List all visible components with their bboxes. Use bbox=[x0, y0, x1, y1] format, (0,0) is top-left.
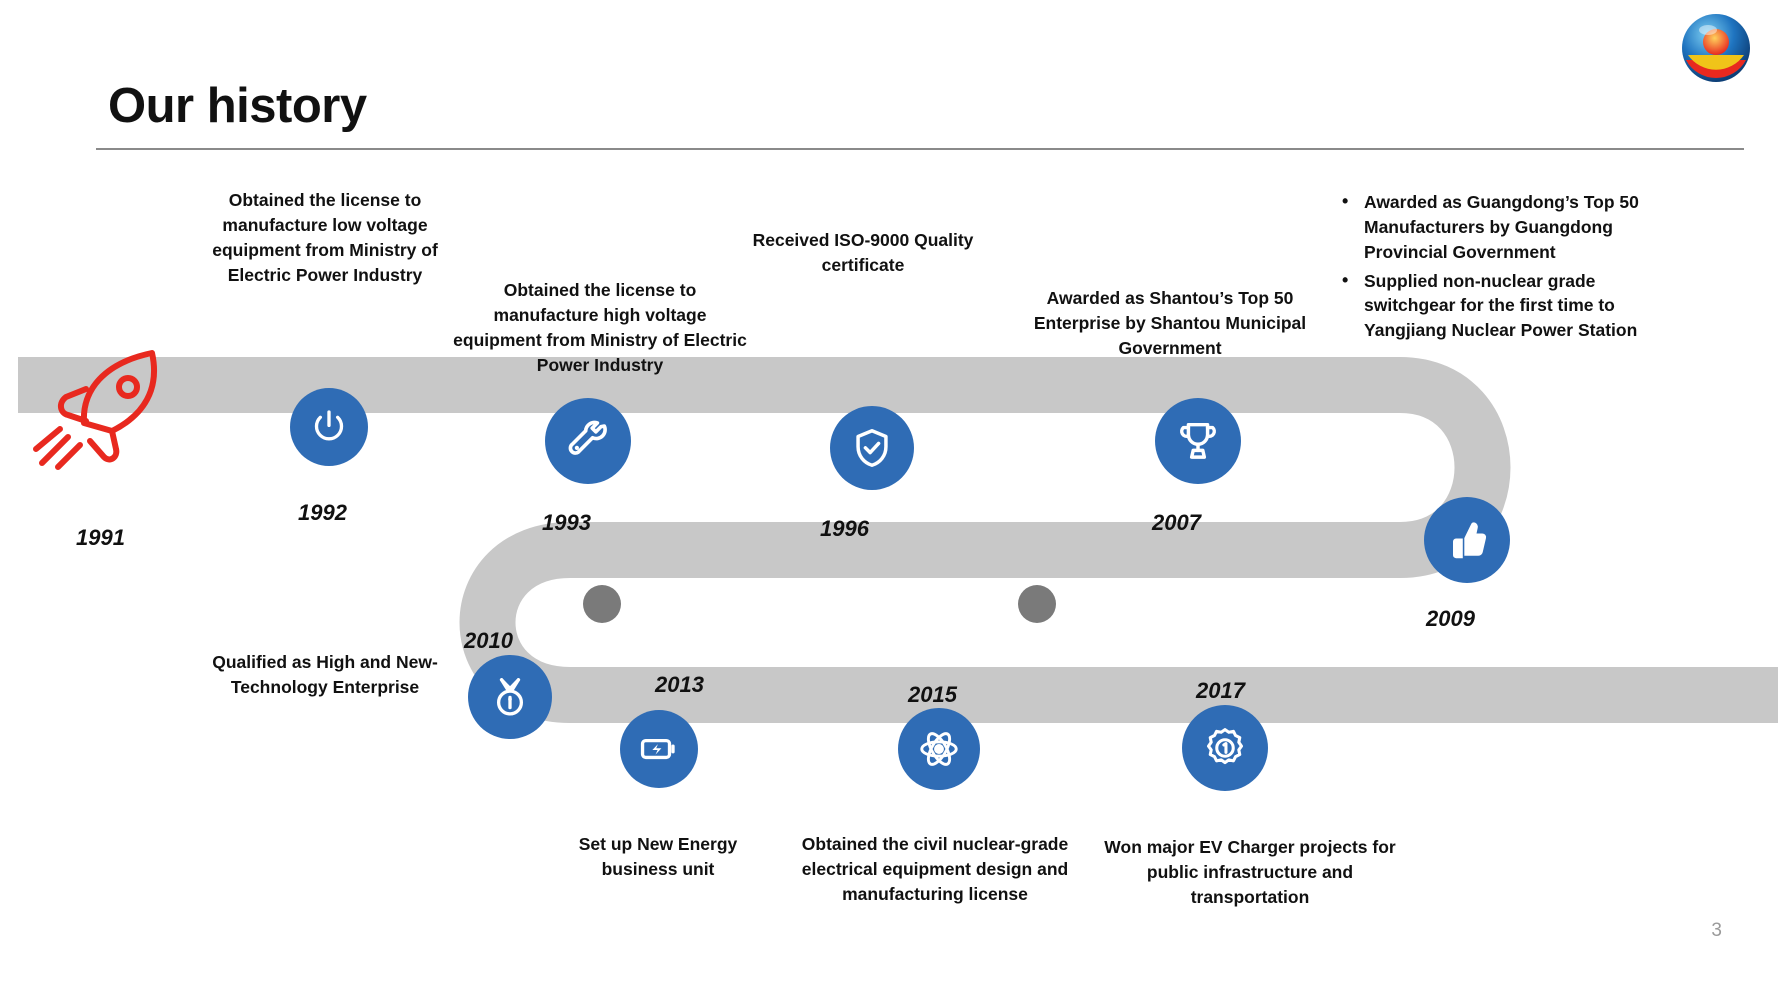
milestone-node-1993[interactable] bbox=[545, 398, 631, 484]
caption-line: Awarded as Shantou’s Top 50 bbox=[1046, 288, 1294, 308]
caption-line: manufacturing license bbox=[842, 883, 1028, 904]
year-label-2007: 2007 bbox=[1152, 510, 1201, 535]
bullet-item: • Supplied non-nuclear grade switchgear for the first time to Yangjiang Nuclear Power Station bbox=[1338, 269, 1668, 344]
milestone-node-1996[interactable] bbox=[830, 406, 914, 490]
caption-line: Power Industry bbox=[536, 354, 664, 375]
page-title: Our history bbox=[108, 79, 367, 133]
rocket-icon bbox=[24, 345, 184, 475]
caption-line: Obtained the license to bbox=[228, 190, 422, 210]
year-label-1993: 1993 bbox=[542, 510, 591, 535]
year-label-2010: 2010 bbox=[464, 628, 513, 653]
caption-line: Set up New Energy bbox=[578, 834, 738, 854]
milestone-node-2009[interactable] bbox=[1424, 497, 1510, 583]
year-label-2013: 2013 bbox=[655, 672, 704, 697]
year-label-2017: 2017 bbox=[1196, 678, 1245, 703]
caption-line: Received ISO-9000 Quality bbox=[752, 230, 974, 250]
caption-line: Government bbox=[1118, 337, 1222, 358]
caption-line: Electric Power Industry bbox=[227, 264, 423, 285]
milestone-node-2013[interactable] bbox=[620, 710, 698, 788]
page-number: 3 bbox=[1711, 920, 1722, 941]
caption-1993 bbox=[435, 278, 765, 377]
caption-line: electrical equipment design and bbox=[801, 858, 1069, 879]
caption-1992 bbox=[200, 188, 450, 287]
caption-line: Qualified as High and New- bbox=[212, 652, 438, 672]
milestone-node-1992[interactable] bbox=[290, 388, 368, 466]
caption-line: public infrastructure and bbox=[1146, 861, 1354, 882]
caption-line: business unit bbox=[601, 858, 715, 879]
caption-line: transportation bbox=[1190, 886, 1310, 907]
caption-line: Obtained the civil nuclear-grade bbox=[801, 834, 1069, 854]
milestone-node-2007[interactable] bbox=[1155, 398, 1241, 484]
caption-line: certificate bbox=[821, 254, 905, 275]
year-label-2009: 2009 bbox=[1426, 606, 1475, 631]
caption-line: Enterprise by Shantou Municipal bbox=[1033, 312, 1307, 333]
year-label-2015: 2015 bbox=[908, 682, 957, 707]
company-globe-logo bbox=[1676, 8, 1756, 88]
road-dot-left bbox=[583, 585, 621, 623]
caption-line: equipment from Ministry of Electric bbox=[453, 329, 747, 350]
milestone-node-2015[interactable] bbox=[898, 708, 980, 790]
year-label-1996: 1996 bbox=[820, 516, 869, 541]
caption-line: manufacture high voltage bbox=[493, 304, 707, 325]
milestone-node-2017[interactable] bbox=[1182, 705, 1268, 791]
caption-line: equipment from Ministry of bbox=[212, 239, 438, 260]
road-dot-right bbox=[1018, 585, 1056, 623]
caption-2010 bbox=[190, 650, 460, 700]
caption-2013 bbox=[538, 832, 778, 882]
bullet-item: • Awarded as Guangdong’s Top 50 Manufacturers by Guangdong Provincial Government bbox=[1338, 190, 1668, 265]
caption-1996 bbox=[718, 228, 1008, 278]
caption-line: Technology Enterprise bbox=[230, 676, 420, 697]
year-label-1991: 1991 bbox=[76, 525, 125, 550]
year-label-1992: 1992 bbox=[298, 500, 347, 525]
caption-line: Won major EV Charger projects for bbox=[1104, 837, 1396, 857]
caption-2007 bbox=[1010, 286, 1330, 361]
caption-2009 bbox=[1338, 190, 1668, 347]
caption-2015 bbox=[780, 832, 1090, 907]
caption-2017 bbox=[1090, 835, 1410, 910]
caption-line: Obtained the license to bbox=[503, 280, 697, 300]
milestone-node-2010[interactable] bbox=[468, 655, 552, 739]
caption-line: manufacture low voltage bbox=[222, 214, 428, 235]
